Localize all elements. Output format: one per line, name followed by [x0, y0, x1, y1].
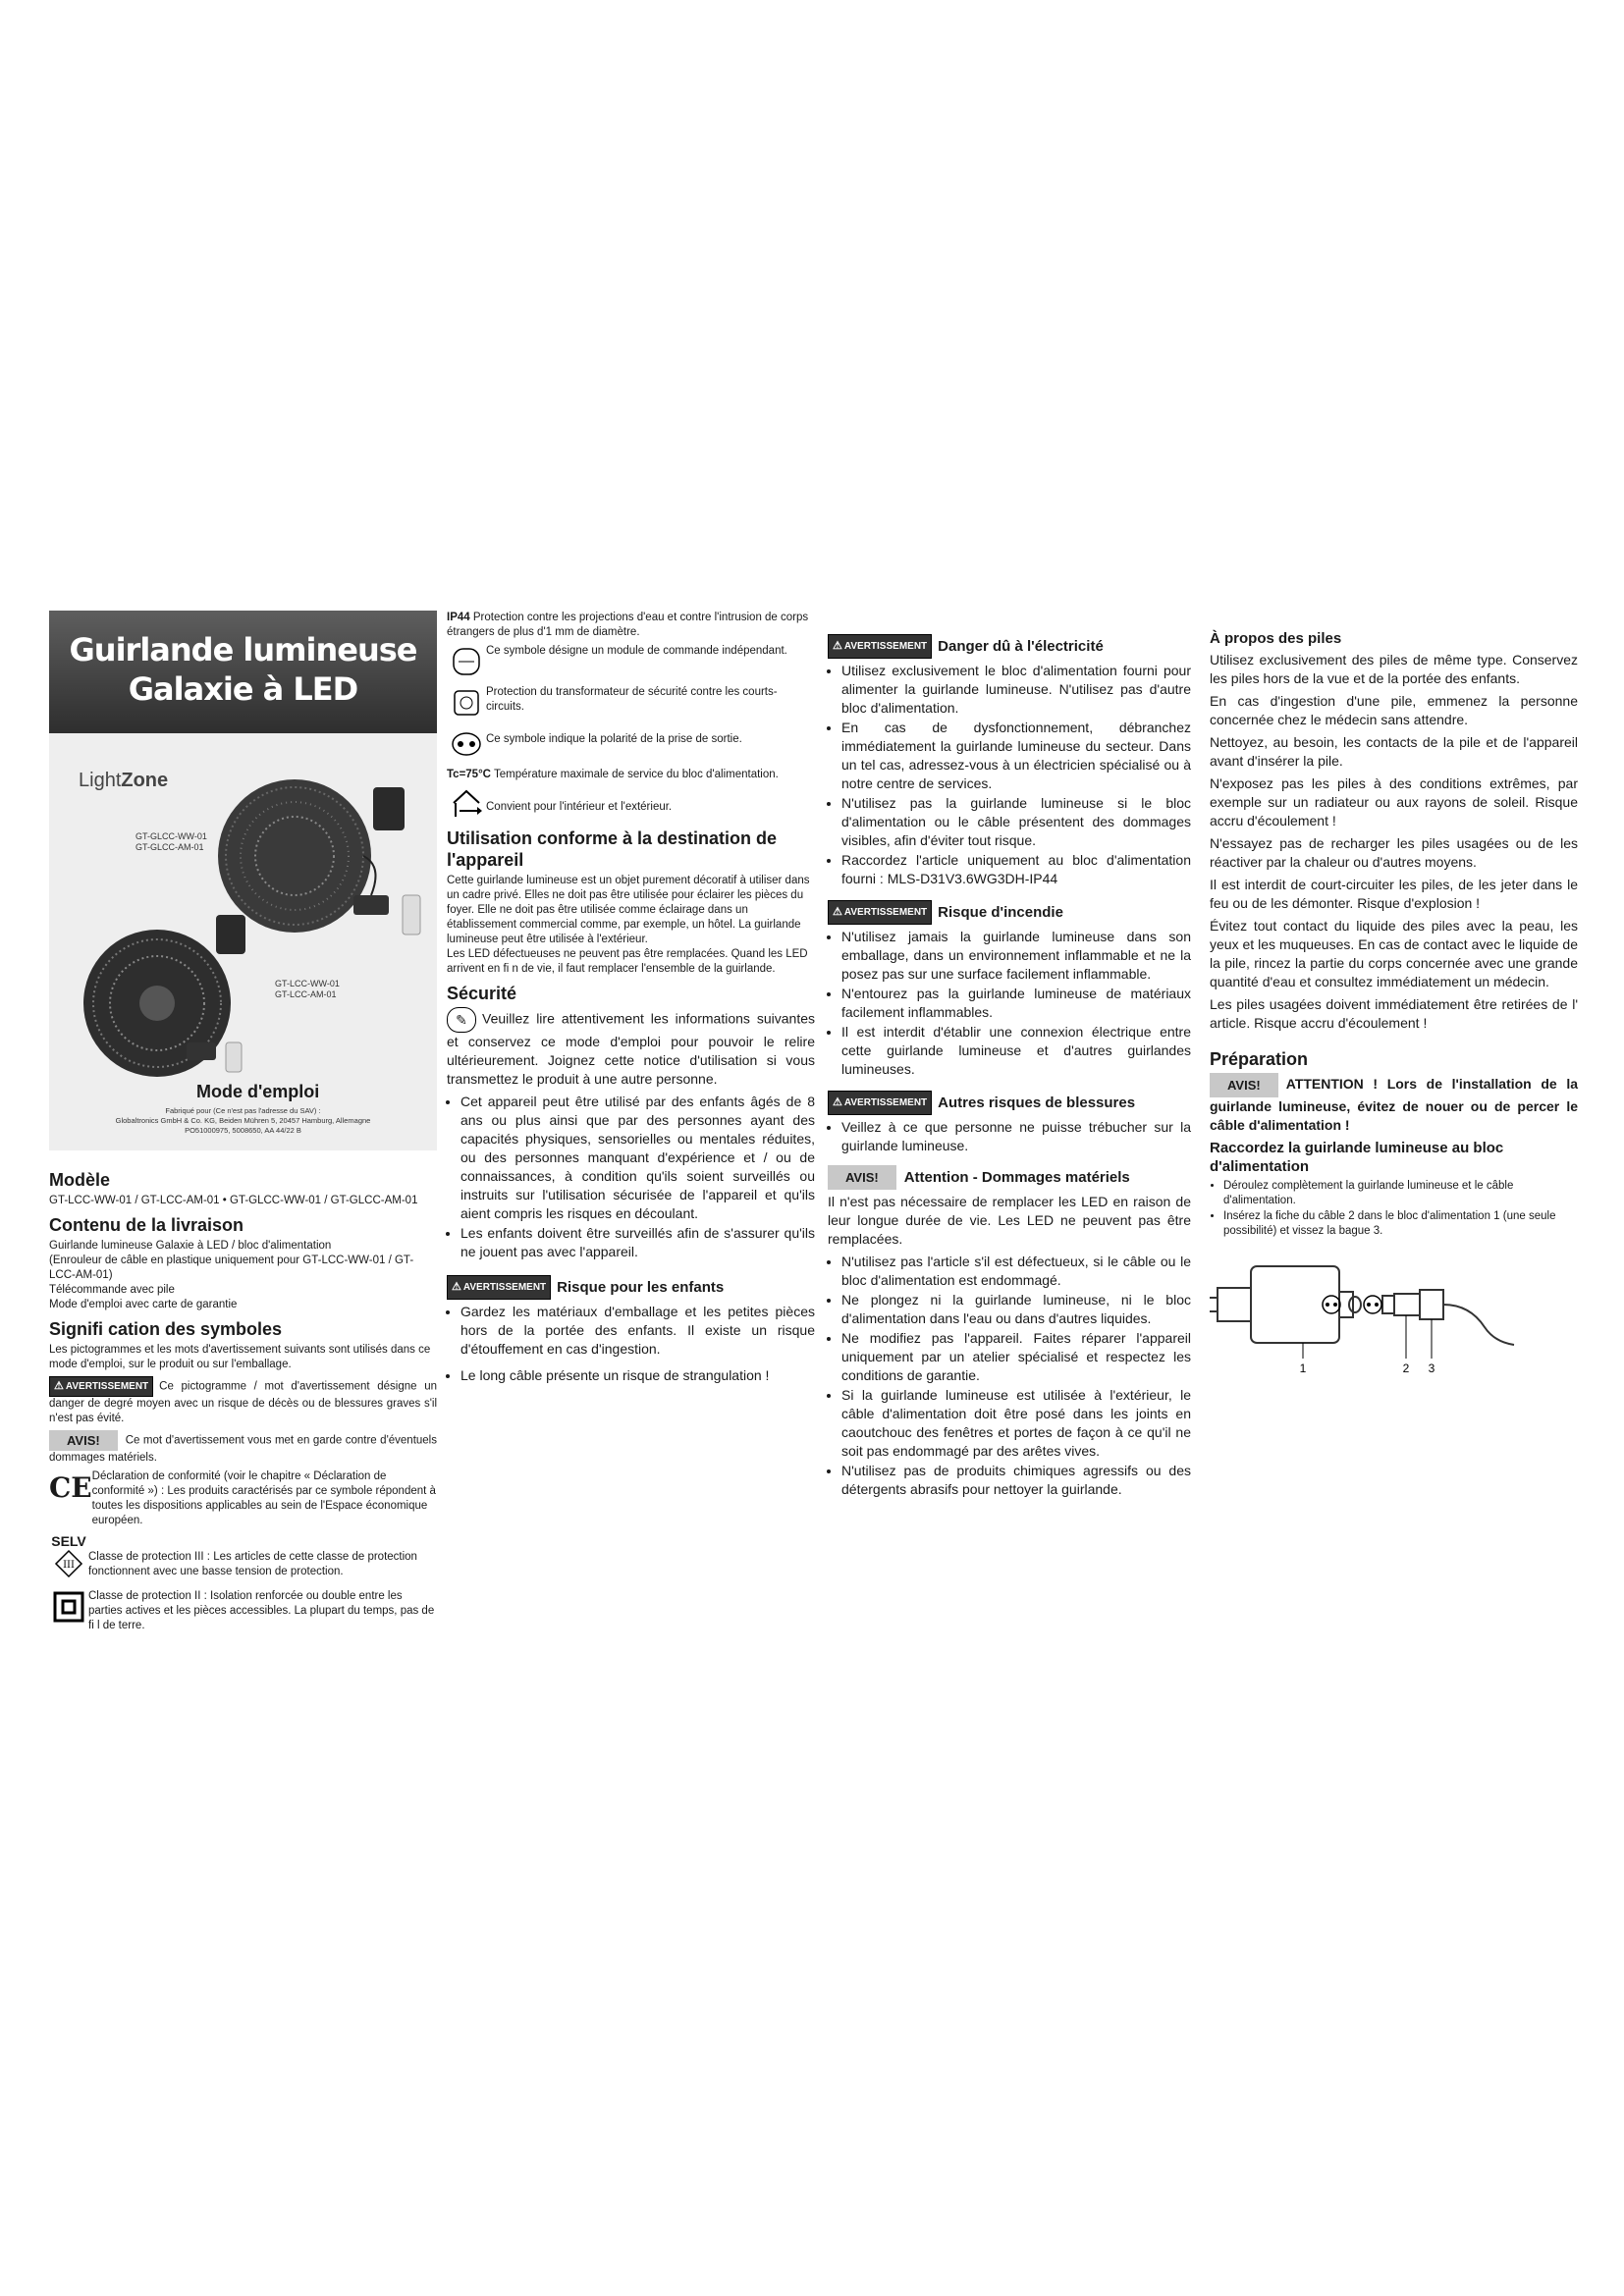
list-item: • Déroulez complètement la guirlande lumineuse et le câble d'alimentation.	[1223, 1179, 1578, 1208]
list-item: • N'entourez pas la guirlande lumineuse de matériaux facilement inflammables.	[841, 985, 1191, 1022]
dommages-title: Attention - Dommages matériels	[903, 1169, 1130, 1186]
model-label: GT-GLCC-AM-01	[135, 842, 204, 852]
warning-badge-label: AVERTISSEMENT	[843, 907, 928, 918]
list-item: • N'utilisez jamais la guirlande lumineuse dans son emballage, dans un environnement inflammable et ne la posez pas sur une surface facilement inflammable.	[841, 928, 1191, 984]
avis-text: Ce mot d'avertissement vous met en garde contre d'éventuels dommages matériels.	[49, 1434, 437, 1464]
securite-intro	[447, 1007, 815, 1089]
warning-triangle-icon: ⚠	[833, 906, 842, 918]
blessures-title: Autres risques de blessures	[938, 1095, 1136, 1111]
warning-triangle-icon: ⚠	[54, 1380, 64, 1392]
avis-badge: AVIS!	[828, 1165, 896, 1190]
modele-title: Modèle	[49, 1170, 111, 1190]
diagram-label-1: 1	[1299, 1362, 1307, 1375]
tc-text: Température maximale de service du bloc d'alimentation.	[493, 769, 779, 780]
class-3-diamond-icon	[54, 1549, 83, 1578]
modele-text: GT-LCC-WW-01 / GT-LCC-AM-01 • GT-GLCC-WW-01 / GT-GLCC-AM-01	[49, 1195, 418, 1206]
control-module-icon	[447, 644, 486, 679]
cover-models-a	[135, 831, 207, 853]
list-item: • Insérez la fiche du câble 2 dans le bloc d'alimentation 1 (une seule possibilité) et vissez la bague 3.	[1223, 1209, 1578, 1239]
diagram-label-3: 3	[1428, 1362, 1435, 1375]
ce-text: Déclaration de conformité (voir le chapitre « Déclaration de conformité ») : Les produits caractérisés par ce symbole répondent à toutes les dispositions applicables au sein de l'Espace économique européen.	[91, 1470, 436, 1526]
piles-paragraph: Évitez tout contact du liquide des piles avec la peau, les yeux et les muqueuses. En cas de contact avec le liquide de la pile, rincez la partie du corps concernée avec une grande quantité d'eau et consultez immédiatement un médecin.	[1210, 918, 1578, 989]
ip44-text: Protection contre les projections d'eau et contre l'intrusion de corps étrangers de plus d'1 mm de diamètre.	[447, 612, 809, 638]
warning-badge-label: AVERTISSEMENT	[843, 1097, 928, 1108]
cover	[49, 611, 437, 1150]
dommages-list	[828, 1253, 1191, 1499]
list-item: • En cas de dysfonctionnement, débranchez immédiatement la guirlande lumineuse du secteur. Dans un tel cas, adressez-vous à un électricien spécialisé ou à notre centre de services.	[841, 719, 1191, 793]
read-manual-icon: ✎	[447, 1007, 476, 1033]
cover-title-line2: Galaxie à LED	[128, 670, 358, 708]
symbol-row	[447, 726, 815, 762]
model-label: GT-GLCC-WW-01	[135, 831, 207, 841]
list-item: • Cet appareil peut être utilisé par des enfants âgés de 8 ans ou plus ainsi que par des personnes ayant des capacités physiques, sensorielles ou mentales réduites, ou des personnes manquant d'expérience et / ou de connaissances, à condition qu'ils soient surveillés ou instruits sur l'utilisation sécurisée de l'appareil et qu'ils aient compris les risques en découlant.	[460, 1093, 815, 1223]
avert-definition	[49, 1376, 437, 1426]
contenu-item: Télécommande avec pile	[49, 1284, 175, 1296]
piles-paragraph: Nettoyez, au besoin, les contacts de la pile et de l'appareil avant d'insérer la pile.	[1210, 734, 1578, 769]
list-item: • Ne plongez ni la guirlande lumineuse, ni le bloc d'alimentation dans l'eau ou dans d'autres liquides.	[841, 1291, 1191, 1328]
dommages-text: Il n'est pas nécessaire de remplacer les LED en raison de leur longue durée de vie. Les LED ne peuvent pas être remplacées.	[828, 1194, 1191, 1247]
signif-intro: Les pictogrammes et les mots d'avertissement suivants sont utilisés dans ce mode d'emploi, sur le produit ou sur l'emballage.	[49, 1344, 431, 1370]
list-item: • Raccordez l'article uniquement au bloc d'alimentation fourni : MLS-D31V3.6WG3DH-IP44	[841, 851, 1191, 888]
enfants-title: Risque pour les enfants	[557, 1279, 725, 1296]
contenu-item: Guirlande lumineuse Galaxie à LED / bloc d'alimentation	[49, 1240, 332, 1252]
securite-list	[447, 1093, 815, 1261]
warning-badge-label: AVERTISSEMENT	[843, 641, 928, 652]
column-4	[1210, 626, 1578, 1391]
list-item: • Veillez à ce que personne ne puisse trébucher sur la guirlande lumineuse.	[841, 1118, 1191, 1155]
avert-text: Ce pictogramme / mot d'avertissement désigne un danger de degré moyen avec un risque de décès ou de blessures graves s'il n'est pas évité.	[49, 1380, 437, 1424]
polarity-icon	[447, 726, 486, 762]
warning-triangle-icon: ⚠	[452, 1281, 461, 1293]
piles-paragraph: N'essayez pas de recharger les piles usagées ou de les réactiver par la chaleur ou d'autres moyens.	[1210, 835, 1578, 870]
piles-paragraph: N'exposez pas les piles à des conditions extrêmes, par exemple sur un radiateur ou aux rayons de soleil. Risque accru d'écoulement !	[1210, 775, 1578, 828]
blessures-heading	[828, 1091, 1191, 1115]
list-item: • Gardez les matériaux d'emballage et les petites pièces hors de la portée des enfants. Il existe un risque d'étouffement en cas d'ingestion.	[460, 1303, 815, 1359]
avis-badge: AVIS!	[1210, 1073, 1278, 1097]
preparation-warning	[1210, 1073, 1578, 1135]
selv-symbol-group	[49, 1534, 88, 1583]
sym3-text: Ce symbole indique la polarité de la prise de sortie.	[486, 733, 742, 745]
avis-definition	[49, 1430, 437, 1466]
warning-badge-label: AVERTISSEMENT	[462, 1282, 547, 1293]
column-1	[49, 1163, 437, 1639]
enfants-list	[447, 1303, 815, 1385]
class3-text: Classe de protection III : Les articles de cette classe de protection fonctionnent avec une basse tension de protection.	[88, 1551, 417, 1577]
enfants-heading	[447, 1275, 815, 1300]
list-item: • Ne modifiez pas l'appareil. Faites réparer l'appareil uniquement par un atelier spécialisé et respectez les conditions de garantie.	[841, 1329, 1191, 1385]
raccord-title: Raccordez la guirlande lumineuse au bloc d'alimentation	[1210, 1140, 1504, 1175]
fabricant-line: PO51000975, 5008650, AA 44/22 B	[185, 1126, 301, 1135]
blessures-list	[828, 1118, 1191, 1155]
warning-badge	[828, 1091, 932, 1115]
cover-title-line1: Guirlande lumineuse	[69, 631, 417, 668]
ip44-label: IP44	[447, 612, 470, 623]
cover-models-b	[275, 979, 340, 1000]
column-2	[447, 611, 815, 1389]
cover-mode-emploi: Mode d'emploi	[196, 1082, 320, 1101]
warning-badge	[828, 634, 932, 659]
list-item: • Il est interdit d'établir une connexion électrique entre cette guirlande lumineuse et d'autres guirlandes lumineuses.	[841, 1023, 1191, 1079]
class2-row	[49, 1589, 437, 1633]
column-3	[828, 628, 1191, 1503]
contenu-title: Contenu de la livraison	[49, 1215, 244, 1235]
fabricant-line: Globaltronics GmbH & Co. KG, Beiden Mühren 5, 20457 Hamburg, Allemagne	[115, 1116, 371, 1125]
logo-light: Light	[79, 770, 122, 791]
preparation-warning-text: ATTENTION ! Lors de l'installation de la guirlande lumineuse, évitez de nouer ou de percer le câble d'alimentation !	[1210, 1076, 1578, 1133]
symbol-row	[447, 786, 815, 822]
brand-logo	[79, 770, 168, 792]
cover-fabricant	[69, 1106, 417, 1136]
incendie-title: Risque d'incendie	[938, 904, 1063, 921]
model-label: GT-LCC-AM-01	[275, 989, 337, 999]
usage-title: Utilisation conforme à la destination de l'appareil	[447, 828, 778, 870]
contenu-item: Mode d'emploi avec carte de garantie	[49, 1299, 238, 1310]
preparation-title: Préparation	[1210, 1049, 1309, 1069]
warning-badge-label: AVERTISSEMENT	[65, 1381, 149, 1392]
logo-zone: Zone	[121, 770, 169, 791]
class2-text: Classe de protection II : Isolation renforcée ou double entre les parties actives et les pièces accessibles. La plupart du temps, pas de fi l de terre.	[88, 1590, 435, 1631]
indoor-outdoor-icon	[447, 786, 486, 822]
incendie-list	[828, 928, 1191, 1079]
warning-badge	[49, 1376, 153, 1397]
signif-title: Signifi cation des symboles	[49, 1319, 283, 1339]
piles-paragraph: Utilisez exclusivement des piles de même type. Conservez les piles hors de la vue et de la portée des enfants.	[1210, 652, 1578, 686]
piles-paragraph: En cas d'ingestion d'une pile, emmenez la personne concernée chez le médecin sans attendre.	[1210, 693, 1578, 727]
elec-heading	[828, 634, 1191, 659]
tc-row	[447, 768, 815, 782]
elec-list	[828, 662, 1191, 888]
securite-title: Sécurité	[447, 984, 517, 1003]
list-item: • Utilisez exclusivement le bloc d'alimentation fourni pour alimenter la guirlande lumineuse. N'utilisez pas d'autre bloc d'alimentation.	[841, 662, 1191, 718]
piles-paragraph: Il est interdit de court-circuiter les piles, de les jeter dans le feu ou de les démonter. Risque d'explosion !	[1210, 877, 1578, 911]
piles-title: À propos des piles	[1210, 630, 1342, 647]
usage-text: Cette guirlande lumineuse est un objet purement décoratif à utiliser dans un cadre privé. Elles ne doit pas être utilisée pour éclairer les pièces du foyer. Elle ne doit pas être utilisée comme éclairage dans un établissement commercial comme, par exemple, un hôtel. La guirlande lumineuse peut être utilisée à l'extérieur.	[447, 875, 810, 945]
model-label: GT-LCC-WW-01	[275, 979, 340, 988]
contenu-item: (Enrouleur de câble en plastique uniquement pour GT-LCC-WW-01 / GT-LCC-AM-01)	[49, 1255, 414, 1281]
ip44-row	[447, 611, 815, 640]
selv-label: SELV	[51, 1533, 86, 1549]
cover-panel	[49, 611, 437, 1150]
list-item: • Le long câble présente un risque de strangulation !	[460, 1366, 815, 1385]
incendie-heading	[828, 900, 1191, 925]
transformer-protection-icon	[447, 685, 486, 721]
class-2-square-icon	[49, 1589, 88, 1625]
ce-row	[49, 1469, 437, 1528]
svg-text:III: III	[63, 1560, 75, 1571]
list-item: • Si la guirlande lumineuse est utilisée à l'extérieur, le câble d'alimentation doit être posé dans les joints en caoutchouc des fenêtres et portes de façon à ce qu'il ne soit pas endommagé par des arêtes vives.	[841, 1386, 1191, 1461]
warning-badge	[828, 900, 932, 925]
list-item: • N'utilisez pas l'article s'il est défectueux, si le câble ou le bloc d'alimentation est endommagé.	[841, 1253, 1191, 1290]
usage-text-2: Les LED défectueuses ne peuvent pas être remplacées. Quand les LED arrivent en fi n de vie, il faut remplacer l'ensemble de la guirlande.	[447, 948, 808, 975]
list-item: • N'utilisez pas de produits chimiques agressifs ou des détergents abrasifs pour nettoyer la guirlande.	[841, 1462, 1191, 1499]
list-item: • N'utilisez pas la guirlande lumineuse si le bloc d'alimentation ou le câble présentent des dommages visibles, afin d'éviter tout risque.	[841, 794, 1191, 850]
product-photo-reel	[69, 895, 275, 1082]
piles-paragraph: Les piles usagées doivent immédiatement être retirées de l' article. Risque accru d'écoulement !	[1210, 996, 1578, 1031]
ce-mark-icon: CE	[49, 1470, 92, 1504]
symbol-row	[447, 644, 815, 679]
selv-row	[49, 1534, 437, 1583]
avis-badge: AVIS!	[49, 1430, 118, 1451]
sym5-text: Convient pour l'intérieur et l'extérieur.	[486, 801, 673, 813]
tc-label: Tc=75°C	[447, 769, 491, 780]
securite-text: Veuillez lire attentivement les informations suivantes et conservez ce mode d'emploi pour pouvoir le relire ultérieurement. Joignez cette notice d'utilisation si vous transmettez le produit à une autre personne.	[447, 1010, 815, 1087]
cover-banner	[49, 611, 437, 733]
sym2-text: Protection du transformateur de sécurité contre les courts-circuits.	[486, 686, 778, 713]
fabricant-line: Fabriqué pour (Ce n'est pas l'adresse du SAV) :	[165, 1106, 321, 1115]
sym1-text: Ce symbole désigne un module de commande indépendant.	[486, 645, 787, 657]
list-item: • Les enfants doivent être surveillés afin de s'assurer qu'ils ne jouent pas avec l'appareil.	[460, 1224, 815, 1261]
dommages-heading	[828, 1165, 1191, 1190]
warning-triangle-icon: ⚠	[833, 1096, 842, 1108]
symbol-row	[447, 685, 815, 721]
diagram-label-2: 2	[1402, 1362, 1410, 1375]
elec-title: Danger dû à l'électricité	[938, 638, 1104, 655]
connection-diagram	[1210, 1249, 1573, 1386]
raccord-list	[1210, 1179, 1578, 1239]
warning-triangle-icon: ⚠	[833, 640, 842, 652]
warning-badge	[447, 1275, 551, 1300]
